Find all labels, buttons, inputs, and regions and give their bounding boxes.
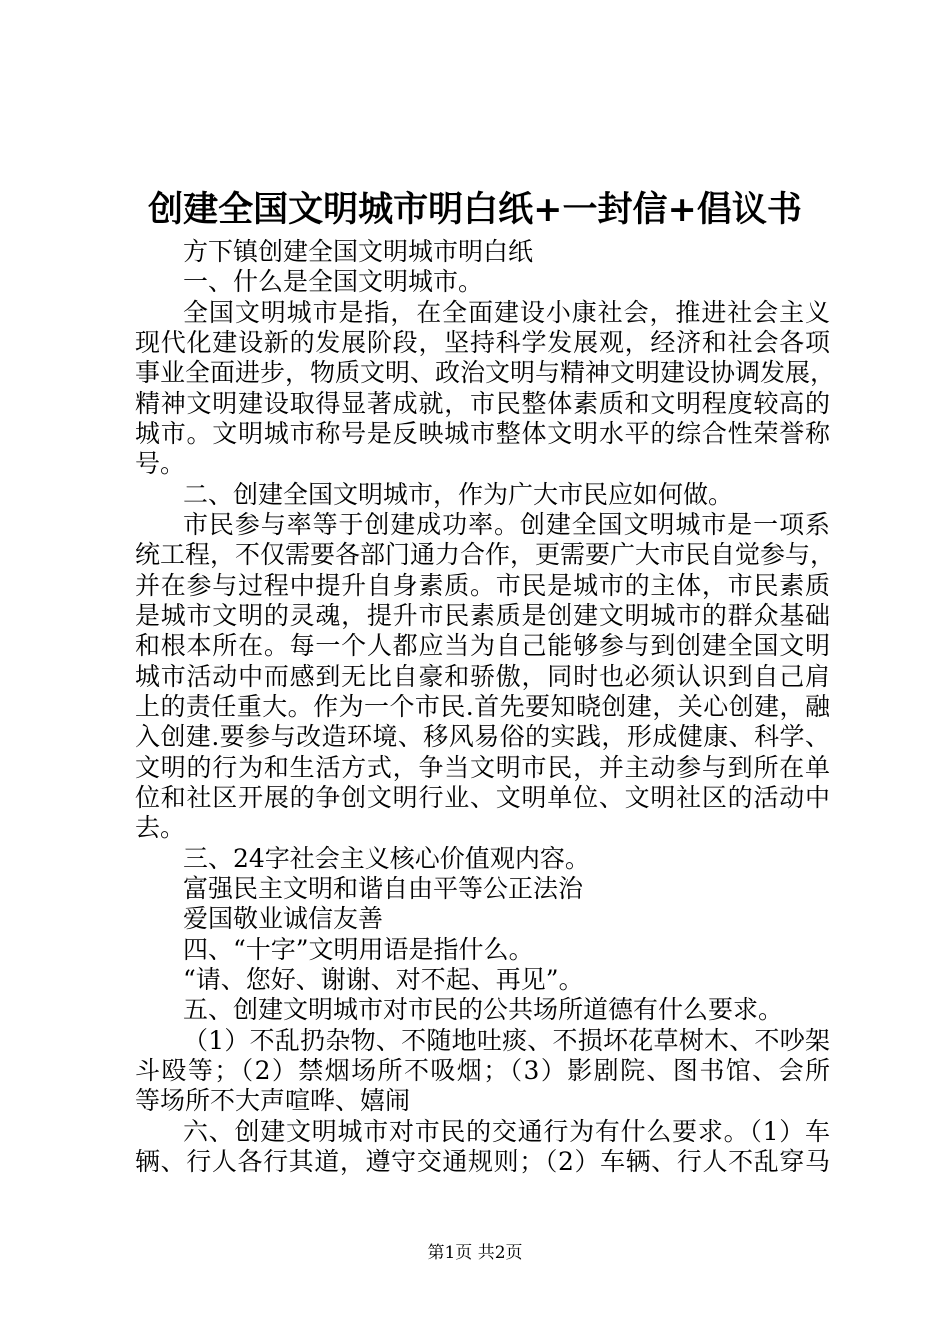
text-line: 六、创建文明城市对市民的交通行为有什么要求。（1）车: [183, 1116, 830, 1146]
text-line: 事业全面进步，物质文明、政治文明与精神文明建设协调发展，: [135, 358, 836, 388]
text-line: 等场所不大声喧哗、嬉闹: [135, 1086, 411, 1116]
text-line: 现代化建设新的发展阶段，坚持科学发展观，经济和社会各项: [135, 327, 830, 357]
paragraph: [135, 237, 830, 267]
text-line: 五、创建文明城市对市民的公共场所道德有什么要求。: [183, 995, 784, 1025]
text-line: 三、24字社会主义核心价值观内容。: [183, 843, 590, 873]
text-line: （1）不乱扔杂物、不随地吐痰、不损坏花草树木、不吵架: [183, 1025, 830, 1055]
paragraph: [135, 509, 836, 844]
text-line: 上的责任重大。作为一个市民.首先要知晓创建，关心创建，融: [135, 691, 830, 721]
document-body: [135, 237, 836, 1177]
paragraph: [135, 844, 830, 874]
text-line: 全国文明城市是指，在全面建设小康社会，推进社会主义: [183, 297, 830, 327]
page-footer: 第1页 共2页: [427, 1243, 523, 1263]
text-line: 城市活动中而感到无比自豪和骄傲，同时也必须认识到自己肩: [135, 661, 830, 691]
text-line: 四、“十字”文明用语是指什么。: [183, 934, 534, 964]
paragraph: [135, 935, 830, 965]
text-line: 文明的行为和生活方式，争当文明市民，并主动参与到所在单: [135, 752, 830, 782]
text-line: 斗殴等；（2）禁烟场所不吸烟；（3）影剧院、图书馆、会所: [135, 1055, 830, 1085]
text-line: “请、您好、谢谢、对不起、再见”。: [183, 964, 584, 994]
text-line: 号。: [135, 449, 186, 479]
text-line: 城市。文明城市称号是反映城市整体文明水平的综合性荣誉称: [135, 418, 830, 448]
paragraph: [135, 297, 836, 480]
paragraph: [135, 1117, 830, 1178]
text-line: 是城市文明的灵魂，提升市民素质是创建文明城市的群众基础: [135, 600, 830, 630]
paragraph: [135, 1026, 830, 1117]
text-line: 方下镇创建全国文明城市明白纸: [183, 237, 534, 266]
paragraph: [135, 874, 830, 904]
paragraph: [135, 267, 830, 297]
text-line: 去。: [135, 813, 186, 843]
text-line: 辆、行人各行其道，遵守交通规则；（2）车辆、行人不乱穿马: [135, 1146, 830, 1176]
text-line: 统工程，不仅需要各部门通力合作，更需要广大市民自觉参与，: [135, 540, 836, 570]
paragraph: [135, 480, 830, 510]
text-line: 位和社区开展的争创文明行业、文明单位、文明社区的活动中: [135, 782, 830, 812]
text-line: 精神文明建设取得显著成就，市民整体素质和文明程度较高的: [135, 388, 830, 418]
text-line: 和根本所在。每一个人都应当为自己能够参与到创建全国文明: [135, 631, 830, 661]
text-line: 富强民主文明和谐自由平等公正法治: [183, 873, 584, 903]
text-line: 并在参与过程中提升自身素质。市民是城市的主体，市民素质: [135, 570, 830, 600]
text-line: 二、创建全国文明城市，作为广大市民应如何做。: [183, 479, 734, 509]
paragraph: [135, 904, 830, 934]
text-line: 入创建.要参与改造环境、移风易俗的实践，形成健康、科学、: [135, 722, 830, 752]
text-line: 市民参与率等于创建成功率。创建全国文明城市是一项系: [183, 509, 830, 539]
text-line: 爱国敬业诚信友善: [183, 904, 384, 934]
paragraph: [135, 995, 830, 1025]
text-line: 一、什么是全国文明城市。: [183, 267, 484, 297]
document-title: 创建全国文明城市明白纸+一封信+倡议书: [148, 189, 802, 230]
paragraph: [135, 965, 830, 995]
